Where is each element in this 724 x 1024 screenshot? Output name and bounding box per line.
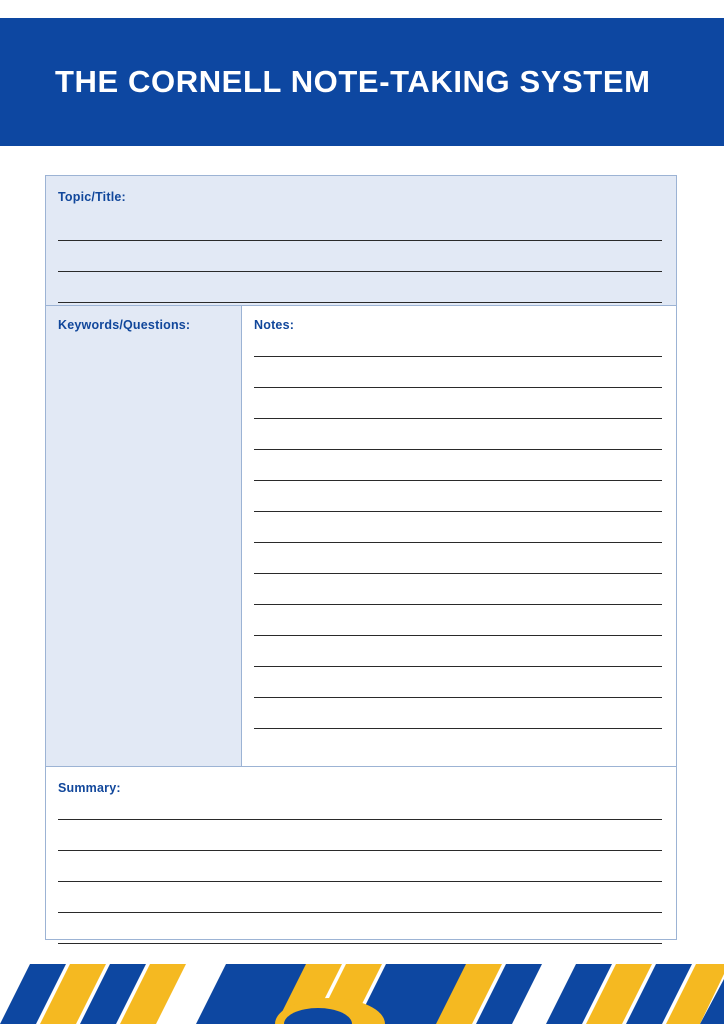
page-title: THE CORNELL NOTE-TAKING SYSTEM — [55, 64, 651, 99]
cornell-worksheet — [45, 175, 677, 940]
keywords-questions-section[interactable] — [46, 306, 242, 766]
writing-line — [58, 943, 662, 944]
notes-writing-lines[interactable] — [254, 338, 662, 729]
topic-title-section — [46, 176, 676, 306]
notes-section[interactable] — [242, 306, 676, 766]
top-margin — [0, 0, 724, 18]
diagonal-stripes-icon — [0, 964, 724, 1024]
summary-label: Summary: — [58, 781, 121, 795]
notes-label: Notes: — [254, 318, 295, 332]
writing-line — [254, 728, 662, 729]
topic-title-label: Topic/Title: — [58, 190, 126, 204]
writing-line — [58, 302, 662, 303]
keywords-questions-label: Keywords/Questions: — [58, 318, 191, 332]
keywords-notes-row — [46, 306, 676, 767]
summary-section[interactable] — [46, 767, 676, 939]
summary-writing-lines[interactable] — [58, 801, 662, 944]
footer-decoration — [0, 964, 724, 1024]
topic-title-writing-lines[interactable] — [58, 210, 662, 303]
header-banner — [0, 18, 724, 146]
